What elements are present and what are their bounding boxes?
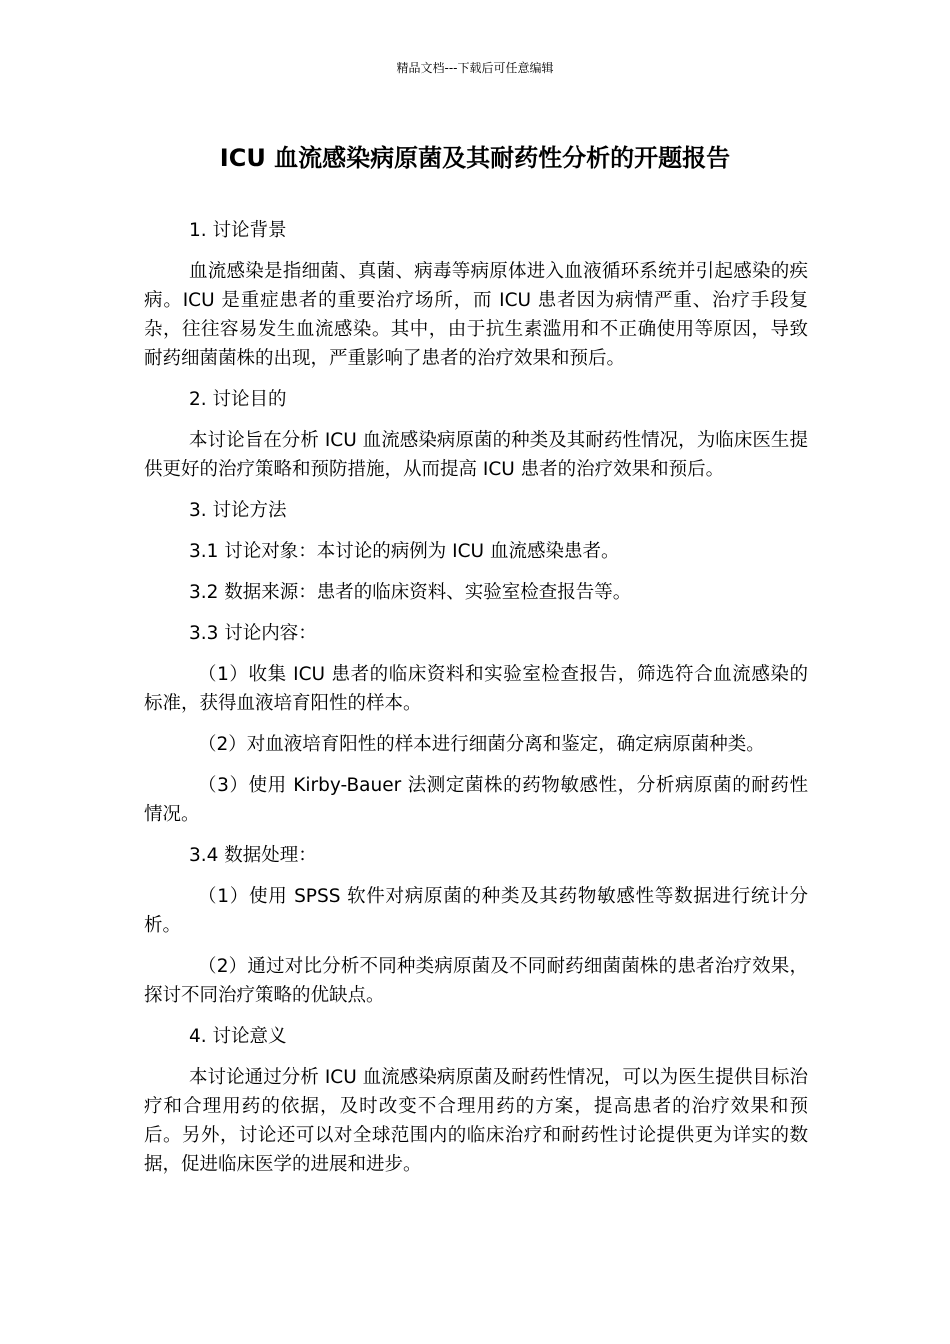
section-heading-method: 3. 讨论方法: [189, 500, 287, 521]
method-data-source: 3.2 数据来源：患者的临床资料、实验室检查报告等。: [189, 582, 632, 603]
header-note: 精品文档---下载后可任意编辑: [396, 61, 554, 75]
purpose-paragraph: 本讨论旨在分析 ICU 血流感染病原菌的种类及其耐药性情况，为临床医生提供更好的治疗策略和预防措施，从而提高 ICU 患者的治疗效果和预后。: [144, 430, 808, 480]
content-step-3: （3）使用 Kirby-Bauer 法测定菌株的药物敏感性，分析病原菌的耐药性情况。: [144, 775, 808, 825]
content-step-2: （2）对血液培育阳性的样本进行细菌分离和鉴定，确定病原菌种类。: [198, 734, 765, 755]
document-body: [144, 216, 808, 1191]
significance-paragraph: 本讨论通过分析 ICU 血流感染病原菌及耐药性情况，可以为医生提供目标治疗和合理用药的依据，及时改变不合理用药的方案，提高患者的治疗效果和预后。另外，讨论还可以对全球范围内的临床治疗和耐药性讨论提供更为详实的数据，促进临床医学的进展和进步。: [144, 1067, 808, 1175]
content-step-1: （1）收集 ICU 患者的临床资料和实验室检查报告，筛选符合血流感染的标准，获得血液培育阳性的样本。: [144, 664, 808, 714]
processing-step-1: （1）使用 SPSS 软件对病原菌的种类及其药物敏感性等数据进行统计分析。: [144, 886, 808, 936]
section-heading-background: 1. 讨论背景: [189, 220, 287, 241]
section-heading-purpose: 2. 讨论目的: [189, 389, 287, 410]
section-heading-significance: 4. 讨论意义: [189, 1026, 287, 1047]
method-subject: 3.1 讨论对象：本讨论的病例为 ICU 血流感染患者。: [189, 541, 620, 562]
background-paragraph: 血流感染是指细菌、真菌、病毒等病原体进入血液循环系统并引起感染的疾病。ICU 是重症患者的重要治疗场所，而 ICU 患者因为病情严重、治疗手段复杂，往往容易发生血流感染。其中，由于抗生素滥用和不正确使用等原因，导致耐药细菌菌株的出现，严重影响了患者的治疗效果和预后。: [144, 261, 808, 369]
method-processing-heading: 3.4 数据处理：: [189, 845, 317, 866]
document-title: ICU 血流感染病原菌及其耐药性分析的开题报告: [219, 144, 731, 172]
processing-step-2: （2）通过对比分析不同种类病原菌及不同耐药细菌菌株的患者治疗效果，探讨不同治疗策略的优缺点。: [144, 956, 808, 1006]
method-content-heading: 3.3 讨论内容：: [189, 623, 317, 644]
